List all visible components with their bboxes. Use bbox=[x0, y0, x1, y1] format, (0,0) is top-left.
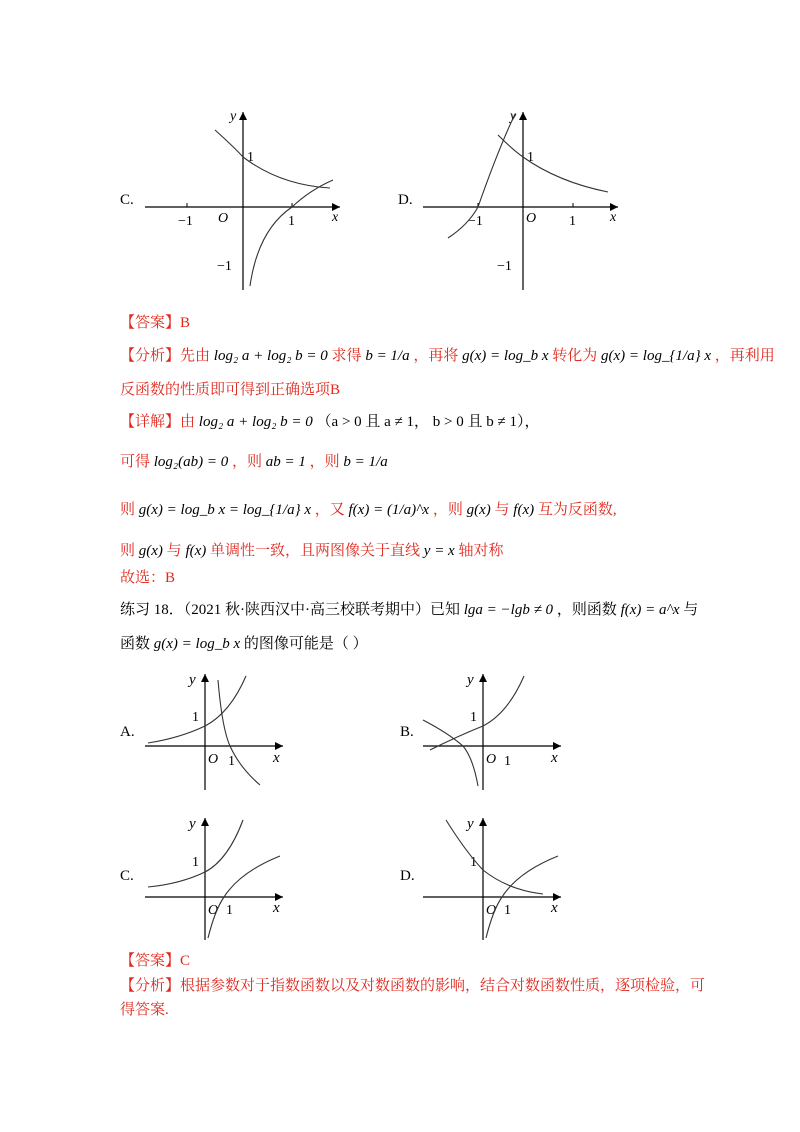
curve-log bbox=[423, 720, 478, 786]
x-label: x bbox=[610, 210, 617, 225]
svg-text:y: y bbox=[189, 816, 196, 832]
exercise-18-line-1: 练习 18．（2021 秋·陕西汉中·高三校联考期中）已知 lga = −lgb ≠ 0 ，则函数 f(x) = a^x 与 bbox=[120, 602, 699, 618]
svg-text:x: x bbox=[551, 900, 558, 916]
graph-option-a bbox=[140, 668, 290, 793]
graph-top-c bbox=[140, 100, 350, 300]
svg-text:x: x bbox=[551, 750, 558, 766]
detail-1-line-2: 可得 log₂(ab) = 0 ，则 ab = 1 ，则 b = 1/a bbox=[120, 454, 388, 470]
analysis-2-line-2: 得答案. bbox=[120, 1002, 169, 1018]
label-1-y: 1 bbox=[247, 150, 254, 165]
detail-1-line-4: 则 g(x) 与 f(x) 单调性一致，且两图像关于直线 y = x 轴对称 bbox=[120, 543, 504, 559]
svg-text:O: O bbox=[208, 752, 219, 767]
curve-exponential bbox=[430, 676, 524, 750]
label-neg1-y: −1 bbox=[217, 259, 232, 274]
option-b-label: B. bbox=[400, 724, 414, 740]
graph-option-b bbox=[418, 668, 568, 793]
detail-1-line-1: 【详解】由 log₂ a + log₂ b = 0 （a > 0 且 a ≠ 1， b > 0 且 b ≠ 1）， bbox=[120, 414, 540, 430]
y-axis-arrow bbox=[519, 112, 527, 120]
svg-text:1: 1 bbox=[228, 754, 235, 769]
svg-text:y: y bbox=[467, 672, 474, 688]
curve-exponential-decreasing bbox=[215, 130, 330, 188]
curve-exponential bbox=[446, 820, 543, 894]
svg-text:1: 1 bbox=[504, 903, 511, 918]
detail-1-line-3: 则 g(x) = log_b x = log_{1/a} x ，又 f(x) = (1/a)^x ，则 g(x) 与 f(x) 互为反函数, bbox=[120, 502, 617, 518]
label-1-x: 1 bbox=[569, 214, 576, 229]
svg-text:1: 1 bbox=[192, 855, 199, 870]
label-neg1-x: −1 bbox=[178, 214, 193, 229]
svg-text:O: O bbox=[486, 903, 497, 918]
answer-2: 【答案】C bbox=[120, 953, 191, 969]
option-c-label: C. bbox=[120, 192, 134, 208]
option-d2-label: D. bbox=[400, 868, 415, 884]
svg-text:O: O bbox=[208, 903, 219, 918]
y-label: y bbox=[230, 109, 237, 124]
option-c2-label: C. bbox=[120, 868, 134, 884]
curve-exponential-decreasing bbox=[498, 135, 608, 192]
y-axis-arrow bbox=[239, 112, 247, 120]
y-label: y bbox=[510, 109, 517, 124]
svg-text:y: y bbox=[189, 672, 196, 688]
svg-text:O: O bbox=[486, 752, 497, 767]
graph-option-c bbox=[140, 812, 290, 942]
curve-log bbox=[218, 680, 260, 785]
label-neg1-y: −1 bbox=[497, 259, 512, 274]
curve-log-increasing bbox=[250, 180, 333, 286]
svg-text:1: 1 bbox=[226, 903, 233, 918]
x-label: x bbox=[332, 210, 339, 225]
svg-text:1: 1 bbox=[504, 754, 511, 769]
origin-label: O bbox=[526, 211, 537, 226]
svg-text:y: y bbox=[467, 816, 474, 832]
label-1-y: 1 bbox=[527, 150, 534, 165]
svg-text:x: x bbox=[273, 900, 280, 916]
svg-text:1: 1 bbox=[192, 710, 199, 725]
origin-label: O bbox=[218, 211, 229, 226]
option-d-label: D. bbox=[398, 192, 413, 208]
svg-text:x: x bbox=[273, 750, 280, 766]
analysis-2-line-1: 【分析】根据参数对于指数函数以及对数函数的影响，结合对数函数性质，逐项检验，可 bbox=[120, 978, 706, 994]
label-1-x: 1 bbox=[288, 214, 295, 229]
graph-option-d bbox=[418, 812, 568, 942]
label-neg1-x: −1 bbox=[468, 214, 483, 229]
detail-1-line-5: 故选：B bbox=[120, 570, 176, 586]
svg-text:1: 1 bbox=[470, 710, 477, 725]
svg-text:1: 1 bbox=[470, 855, 477, 870]
exercise-18-line-2: 函数 g(x) = log_b x 的图像可能是（ ） bbox=[120, 636, 368, 652]
option-a-label: A. bbox=[120, 724, 135, 740]
analysis-1-line-1: 【分析】先由 log₂ a + log₂ b = 0 求得 b = 1/a ，再将 g(x) = log_b x 转化为 g(x) = log_{1/a} x ，再利用 bbox=[120, 348, 775, 364]
graph-top-d bbox=[418, 100, 628, 300]
answer-1: 【答案】B bbox=[120, 315, 191, 331]
analysis-1-line-2: 反函数的性质即可得到正确选项B bbox=[120, 382, 341, 398]
